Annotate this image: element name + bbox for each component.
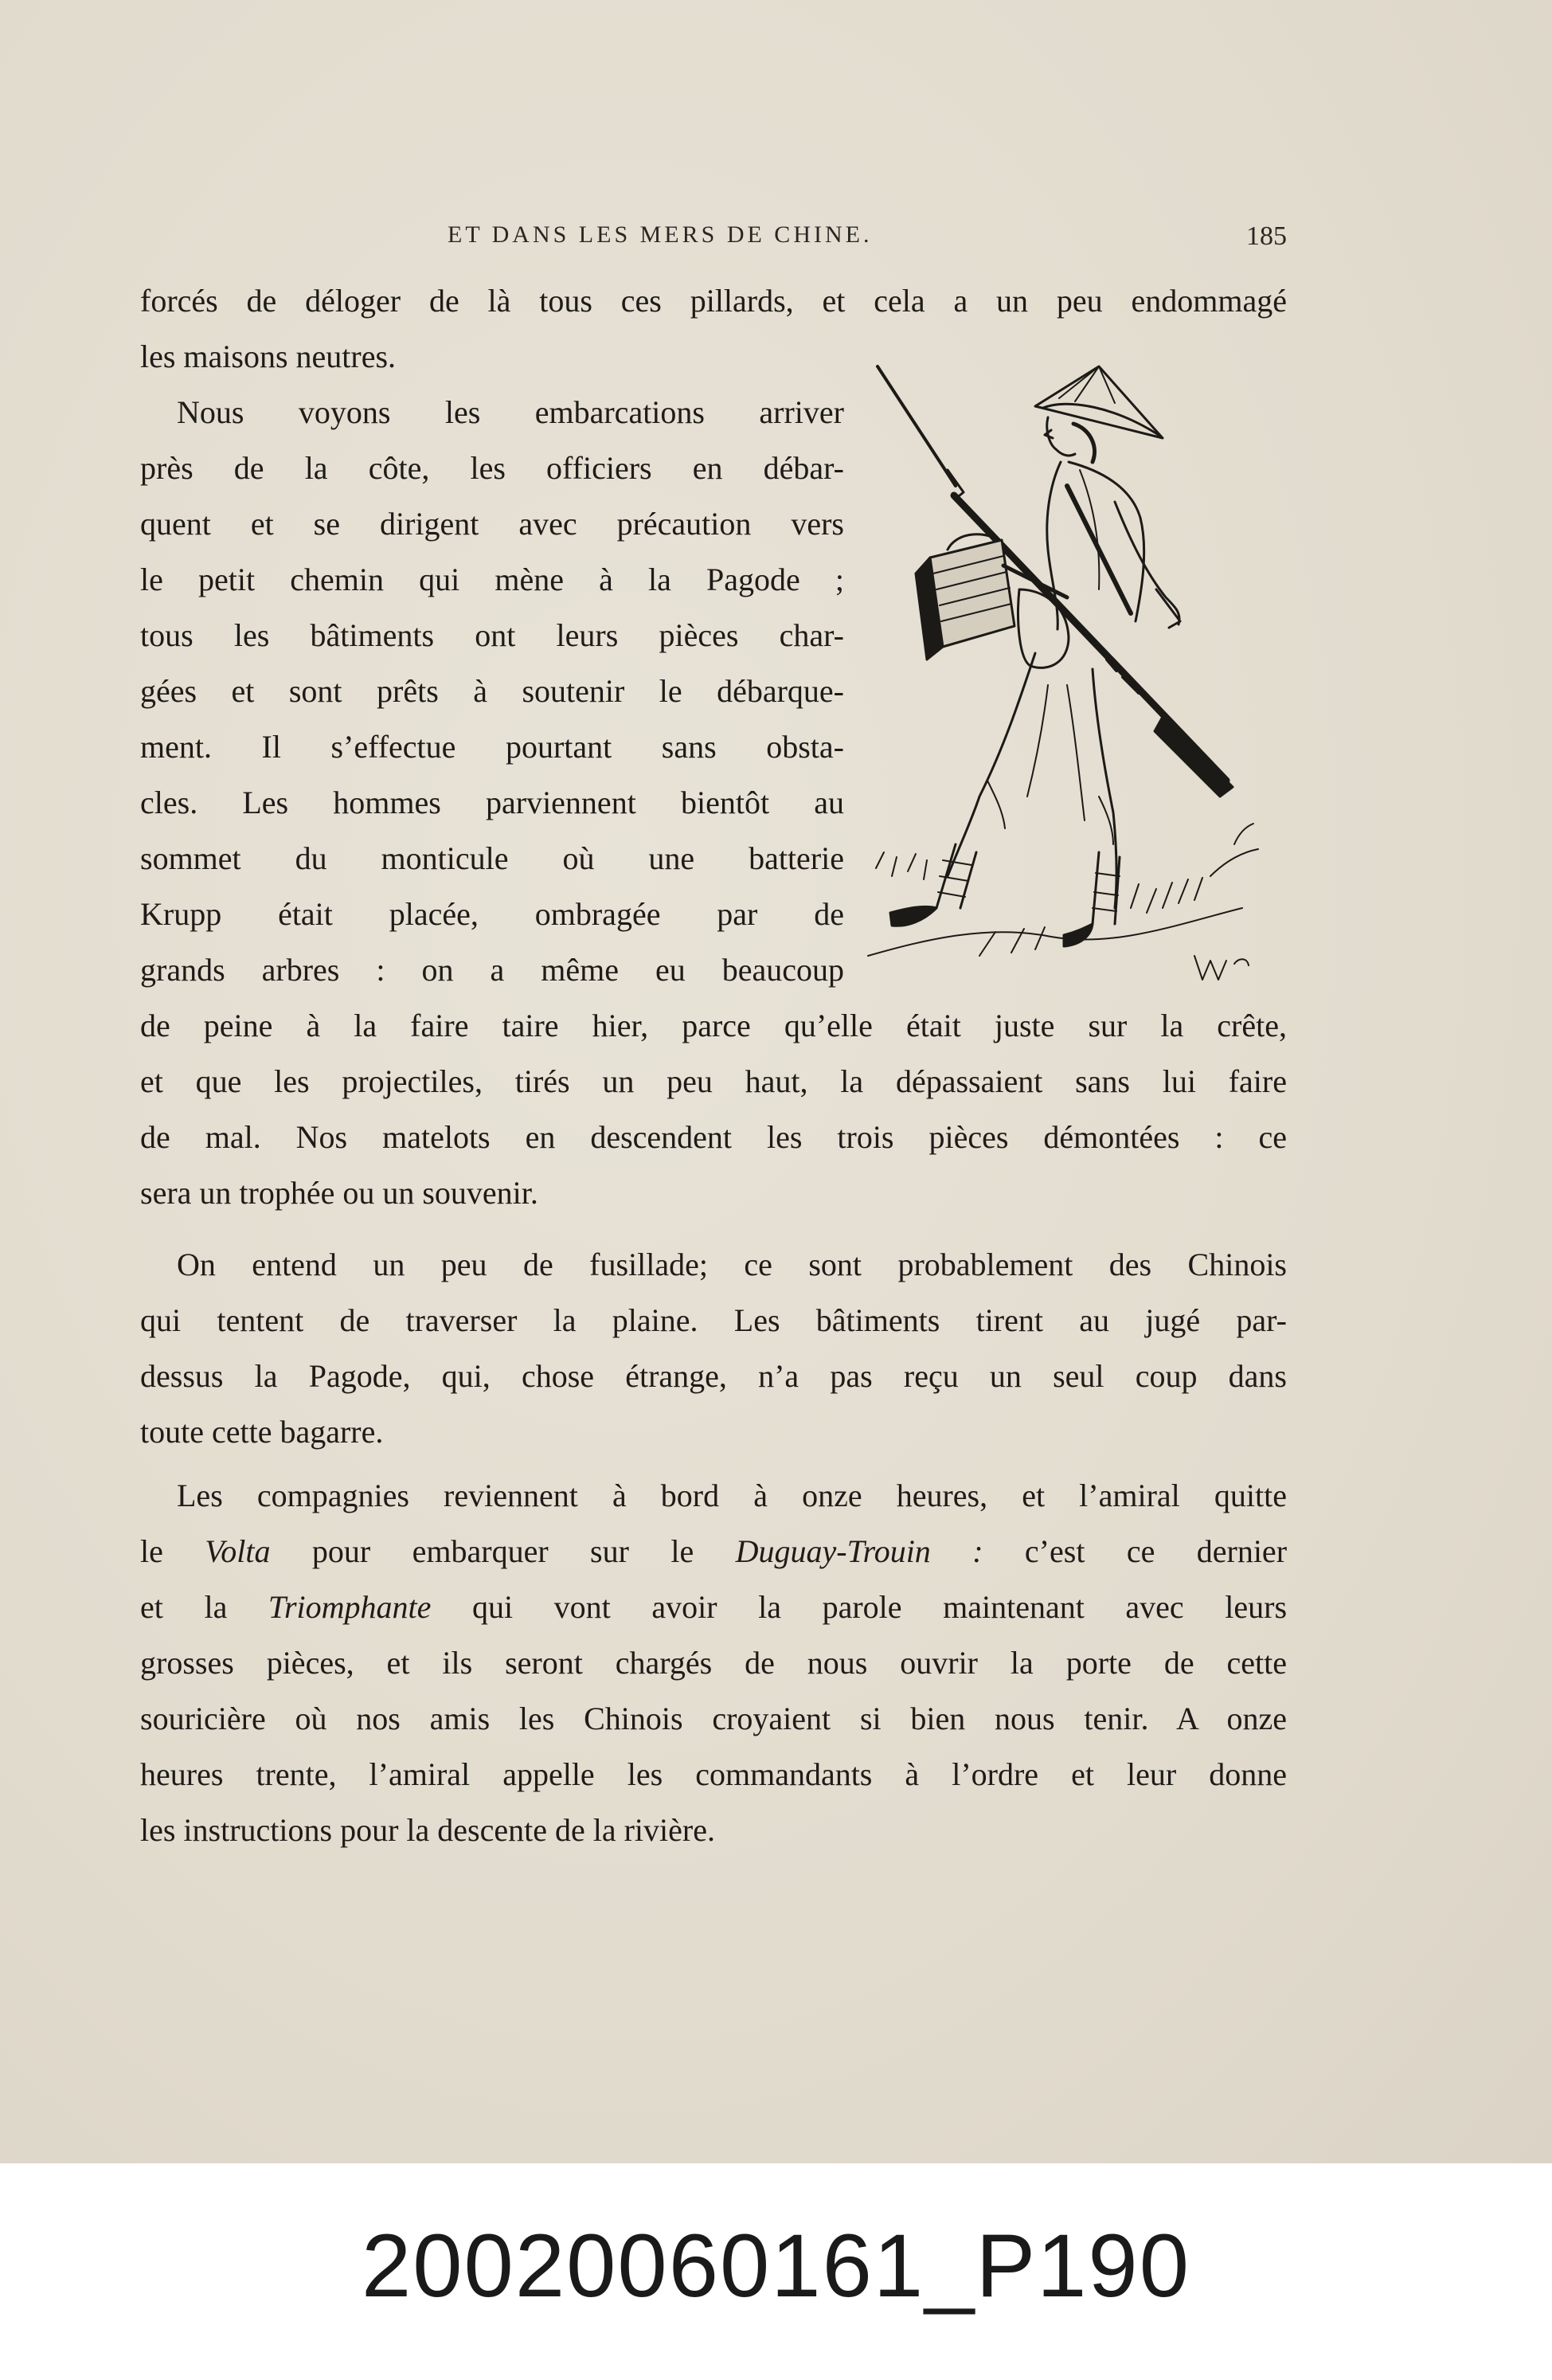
soldier-with-rifle-illustration [860,350,1290,1004]
text-line: près de la côte, les officiers en débar- [140,450,844,486]
text-line: ment. Il s’effectue pourtant sans obsta- [140,729,844,765]
text-line: les maisons neutres. [140,339,397,374]
text-line: Nous voyons les embarcations arriver [177,394,844,430]
page-number: 185 [1246,221,1287,251]
text-span: c’est ce dernier [983,1533,1288,1569]
text-span: et la [140,1589,268,1625]
text-line: sommet du monticule où une batterie [140,840,844,876]
text-line [140,1583,1287,1631]
text-line: quent et se dirigent avec précaution vers [140,506,844,542]
text-span: le [140,1533,205,1569]
text-line: toute cette bagarre. [140,1414,384,1450]
text-line: cles. Les hommes parviennent bientôt au [140,785,844,820]
ship-name-volta: Volta [205,1533,271,1569]
catalog-label: 20020060161_P190 [361,2216,1191,2315]
ship-name-triomphante: Triomphante [268,1589,432,1625]
text-span: pour embarquer sur le [270,1533,736,1569]
text-line: et que les projectiles, tirés un peu haut, la dépassaient sans lui faire [140,1063,1287,1099]
text-line: forcés de déloger de là tous ces pillards, et cela a un peu endommagé [140,283,1287,319]
text-line: grands arbres : on a même eu beaucoup [140,952,844,988]
text-line: de peine à la faire taire hier, parce qu’elle était juste sur la crête, [140,1008,1287,1043]
running-title: ET DANS LES MERS DE CHINE. [448,221,873,248]
text-line: On entend un peu de fusillade; ce sont probablement des Chinois [177,1247,1287,1282]
text-line: souricière où nos amis les Chinois croyaient si bien nous tenir. A onze [140,1701,1287,1736]
ship-name-duguay-trouin: Duguay-Trouin : [735,1533,983,1569]
text-line: sera un trophée ou un souvenir. [140,1175,538,1211]
text-line: gées et sont prêts à soutenir le débarque- [140,673,844,709]
text-line: les instructions pour la descente de la rivière. [140,1812,715,1848]
text-line: Les compagnies reviennent à bord à onze heures, et l’amiral quitte [177,1478,1287,1513]
text-span: qui vont avoir la parole maintenant avec leurs [431,1589,1288,1625]
text-line: heures trente, l’amiral appelle les commandants à l’ordre et leur donne [140,1756,1287,1792]
text-line: de mal. Nos matelots en descendent les trois pièces démontées : ce [140,1119,1287,1155]
text-line [140,1528,1287,1576]
text-line: dessus la Pagode, qui, chose étrange, n’a pas reçu un seul coup dans [140,1358,1287,1394]
text-line: qui tentent de traverser la plaine. Les bâtiments tirent au jugé par- [140,1302,1287,1338]
text-line: tous les bâtiments ont leurs pièces char- [140,617,844,653]
running-head [140,221,1287,256]
text-line: Krupp était placée, ombragée par de [140,896,844,932]
text-line: grosses pièces, et ils seront chargés de nous ouvrir la porte de cette [140,1645,1287,1681]
text-line: le petit chemin qui mène à la Pagode ; [140,562,844,597]
